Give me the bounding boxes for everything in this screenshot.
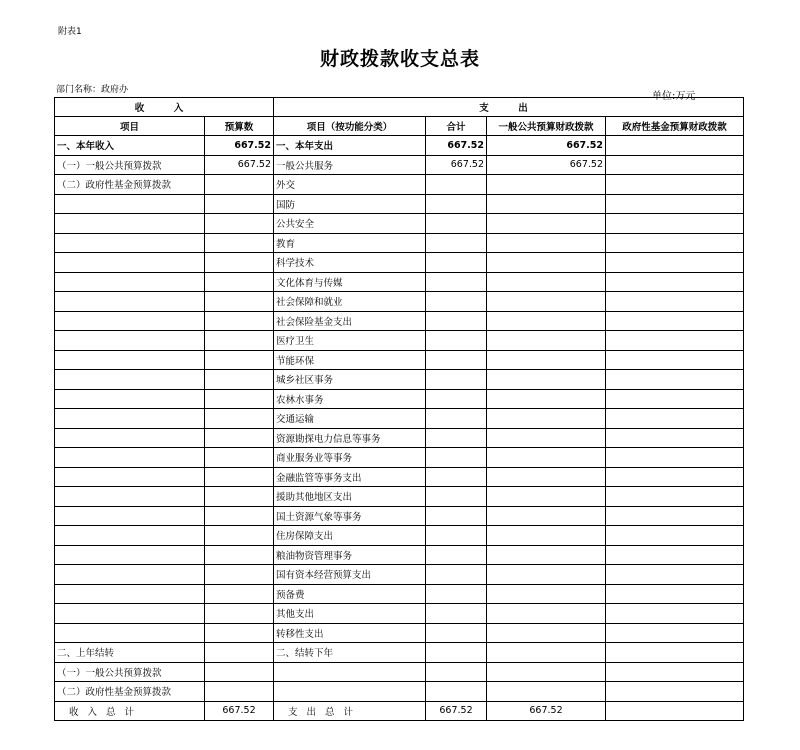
expense-item-cell: 国防 bbox=[274, 194, 426, 214]
table-row bbox=[55, 409, 744, 429]
income-budget-cell bbox=[205, 682, 274, 702]
expense-gov-fund-cell bbox=[606, 428, 744, 448]
expense-gov-fund-cell bbox=[606, 214, 744, 234]
expense-gov-fund-cell bbox=[606, 272, 744, 292]
table-row bbox=[55, 311, 744, 331]
income-budget-cell bbox=[205, 292, 274, 312]
expense-total-cell bbox=[426, 506, 487, 526]
income-budget-cell bbox=[205, 175, 274, 195]
income-item-cell bbox=[55, 350, 205, 370]
income-budget-cell bbox=[205, 233, 274, 253]
table-row bbox=[55, 428, 744, 448]
expense-general-cell bbox=[487, 545, 606, 565]
income-item-cell bbox=[55, 565, 205, 585]
income-budget-cell bbox=[205, 350, 274, 370]
expense-gov-fund-cell bbox=[606, 526, 744, 546]
expense-item-cell: 一般公共服务 bbox=[274, 155, 426, 175]
expense-total-cell bbox=[426, 175, 487, 195]
col-header-total: 合计 bbox=[426, 117, 487, 136]
income-item-cell bbox=[55, 526, 205, 546]
expense-gov-fund-cell bbox=[606, 545, 744, 565]
table-row bbox=[55, 662, 744, 682]
income-item-cell bbox=[55, 506, 205, 526]
unit-label: 单位:万元 bbox=[652, 91, 696, 102]
expense-total-cell bbox=[426, 526, 487, 546]
expense-general-cell: 667.52 bbox=[487, 155, 606, 175]
expense-total-cell bbox=[426, 233, 487, 253]
income-item-cell bbox=[55, 584, 205, 604]
expense-general-cell bbox=[487, 272, 606, 292]
income-budget-cell bbox=[205, 194, 274, 214]
expense-item-cell bbox=[274, 662, 426, 682]
expense-total-cell bbox=[426, 565, 487, 585]
income-item-cell: （二）政府性基金预算拨款 bbox=[55, 175, 205, 195]
col-header-func-item: 项目（按功能分类） bbox=[274, 117, 426, 136]
expense-gov-fund-cell bbox=[606, 175, 744, 195]
income-item-cell bbox=[55, 331, 205, 351]
income-item-cell bbox=[55, 370, 205, 390]
income-budget-cell bbox=[205, 214, 274, 234]
table-row bbox=[55, 565, 744, 585]
expense-gov-fund-cell bbox=[606, 253, 744, 273]
expense-total-cell bbox=[426, 428, 487, 448]
expense-item-cell: 国土资源气象等事务 bbox=[274, 506, 426, 526]
expense-gov-fund-total-value bbox=[606, 701, 744, 721]
income-budget-cell bbox=[205, 428, 274, 448]
income-budget-cell bbox=[205, 370, 274, 390]
table-row bbox=[55, 526, 744, 546]
table-row bbox=[55, 155, 744, 175]
expense-total-cell bbox=[426, 448, 487, 468]
income-budget-cell bbox=[205, 662, 274, 682]
income-item-cell bbox=[55, 545, 205, 565]
expense-general-cell bbox=[487, 662, 606, 682]
income-budget-cell bbox=[205, 409, 274, 429]
expense-general-cell bbox=[487, 604, 606, 624]
expense-total-cell bbox=[426, 662, 487, 682]
expense-general-total-value: 667.52 bbox=[487, 701, 606, 721]
expense-gov-fund-cell bbox=[606, 155, 744, 175]
income-item-cell: （一）一般公共预算拨款 bbox=[55, 155, 205, 175]
income-total-value: 667.52 bbox=[205, 701, 274, 721]
income-budget-cell bbox=[205, 545, 274, 565]
expense-gov-fund-cell bbox=[606, 643, 744, 663]
expense-item-cell: 外交 bbox=[274, 175, 426, 195]
income-item-cell: 一、本年收入 bbox=[55, 136, 205, 156]
expense-gov-fund-cell bbox=[606, 136, 744, 156]
income-budget-cell bbox=[205, 467, 274, 487]
income-item-cell bbox=[55, 214, 205, 234]
income-budget-cell bbox=[205, 565, 274, 585]
expense-gov-fund-cell bbox=[606, 487, 744, 507]
expense-header: 支 出 bbox=[274, 98, 744, 117]
expense-total-value: 667.52 bbox=[426, 701, 487, 721]
expense-general-cell bbox=[487, 487, 606, 507]
income-item-cell bbox=[55, 487, 205, 507]
table-row bbox=[55, 643, 744, 663]
expense-general-cell bbox=[487, 194, 606, 214]
income-item-cell bbox=[55, 272, 205, 292]
income-budget-cell bbox=[205, 487, 274, 507]
expense-gov-fund-cell bbox=[606, 584, 744, 604]
expense-item-cell: 公共安全 bbox=[274, 214, 426, 234]
expense-general-cell bbox=[487, 428, 606, 448]
expense-gov-fund-cell bbox=[606, 467, 744, 487]
expense-total-cell bbox=[426, 409, 487, 429]
income-item-cell bbox=[55, 292, 205, 312]
expense-general-cell bbox=[487, 467, 606, 487]
expense-general-cell bbox=[487, 331, 606, 351]
expense-item-cell: 农林水事务 bbox=[274, 389, 426, 409]
expense-general-cell bbox=[487, 233, 606, 253]
expense-total-cell bbox=[426, 467, 487, 487]
expense-gov-fund-cell bbox=[606, 331, 744, 351]
income-budget-cell bbox=[205, 526, 274, 546]
expense-gov-fund-cell bbox=[606, 604, 744, 624]
expense-total-cell: 667.52 bbox=[426, 155, 487, 175]
table-row bbox=[55, 389, 744, 409]
expense-gov-fund-cell bbox=[606, 448, 744, 468]
expense-total-cell bbox=[426, 643, 487, 663]
col-header-gov-fund: 政府性基金预算财政拨款 bbox=[606, 117, 744, 136]
expense-total-cell bbox=[426, 311, 487, 331]
expense-gov-fund-cell bbox=[606, 662, 744, 682]
expense-general-cell bbox=[487, 448, 606, 468]
expense-general-cell bbox=[487, 311, 606, 331]
expense-general-cell bbox=[487, 389, 606, 409]
income-item-cell bbox=[55, 389, 205, 409]
income-budget-cell bbox=[205, 643, 274, 663]
expense-total-cell bbox=[426, 253, 487, 273]
income-item-cell: 二、上年结转 bbox=[55, 643, 205, 663]
expense-item-cell: 资源勘探电力信息等事务 bbox=[274, 428, 426, 448]
table-row bbox=[55, 467, 744, 487]
income-item-cell bbox=[55, 311, 205, 331]
fiscal-summary-table bbox=[54, 97, 744, 721]
expense-general-cell bbox=[487, 409, 606, 429]
expense-total-cell bbox=[426, 272, 487, 292]
expense-item-cell: 商业服务业等事务 bbox=[274, 448, 426, 468]
expense-item-cell: 社会保险基金支出 bbox=[274, 311, 426, 331]
income-budget-cell bbox=[205, 448, 274, 468]
income-total-label: 收入总计 bbox=[55, 701, 205, 721]
expense-general-cell bbox=[487, 506, 606, 526]
attachment-label: 附表1 bbox=[58, 27, 82, 37]
income-item-cell bbox=[55, 409, 205, 429]
expense-total-cell bbox=[426, 604, 487, 624]
income-budget-cell: 667.52 bbox=[205, 155, 274, 175]
expense-item-cell: 城乡社区事务 bbox=[274, 370, 426, 390]
table-row bbox=[55, 350, 744, 370]
expense-item-cell: 社会保障和就业 bbox=[274, 292, 426, 312]
income-budget-cell bbox=[205, 584, 274, 604]
expense-general-cell bbox=[487, 175, 606, 195]
expense-item-cell bbox=[274, 682, 426, 702]
section-header-row bbox=[55, 98, 744, 117]
totals-row bbox=[55, 701, 744, 721]
expense-total-label: 支出总计 bbox=[274, 701, 426, 721]
expense-general-cell bbox=[487, 682, 606, 702]
table-row bbox=[55, 487, 744, 507]
expense-gov-fund-cell bbox=[606, 506, 744, 526]
income-budget-cell: 667.52 bbox=[205, 136, 274, 156]
expense-item-cell: 预备费 bbox=[274, 584, 426, 604]
expense-total-cell bbox=[426, 350, 487, 370]
income-budget-cell bbox=[205, 389, 274, 409]
expense-total-cell bbox=[426, 389, 487, 409]
expense-total-cell bbox=[426, 682, 487, 702]
expense-gov-fund-cell bbox=[606, 623, 744, 643]
table-row bbox=[55, 175, 744, 195]
expense-general-cell bbox=[487, 584, 606, 604]
income-item-cell: （一）一般公共预算拨款 bbox=[55, 662, 205, 682]
expense-item-cell: 转移性支出 bbox=[274, 623, 426, 643]
income-budget-cell bbox=[205, 272, 274, 292]
table-row bbox=[55, 370, 744, 390]
table-row bbox=[55, 292, 744, 312]
table-row bbox=[55, 448, 744, 468]
income-item-cell bbox=[55, 428, 205, 448]
table-row bbox=[55, 584, 744, 604]
expense-item-cell: 一、本年支出 bbox=[274, 136, 426, 156]
expense-gov-fund-cell bbox=[606, 194, 744, 214]
table-row bbox=[55, 623, 744, 643]
expense-general-cell bbox=[487, 623, 606, 643]
expense-total-cell bbox=[426, 194, 487, 214]
income-budget-cell bbox=[205, 506, 274, 526]
expense-item-cell: 金融监管等事务支出 bbox=[274, 467, 426, 487]
expense-general-cell bbox=[487, 350, 606, 370]
expense-gov-fund-cell bbox=[606, 370, 744, 390]
expense-general-cell bbox=[487, 214, 606, 234]
expense-gov-fund-cell bbox=[606, 233, 744, 253]
expense-item-cell: 科学技术 bbox=[274, 253, 426, 273]
income-budget-cell bbox=[205, 331, 274, 351]
expense-item-cell: 文化体育与传媒 bbox=[274, 272, 426, 292]
expense-total-cell bbox=[426, 214, 487, 234]
expense-item-cell: 粮油物资管理事务 bbox=[274, 545, 426, 565]
table-row bbox=[55, 604, 744, 624]
expense-gov-fund-cell bbox=[606, 565, 744, 585]
income-item-cell bbox=[55, 467, 205, 487]
income-item-cell bbox=[55, 448, 205, 468]
expense-gov-fund-cell bbox=[606, 311, 744, 331]
income-item-cell bbox=[55, 623, 205, 643]
expense-total-cell bbox=[426, 331, 487, 351]
income-item-cell bbox=[55, 233, 205, 253]
department-label: 部门名称：政府办 bbox=[56, 85, 129, 95]
table-row bbox=[55, 253, 744, 273]
table-row bbox=[55, 272, 744, 292]
expense-gov-fund-cell bbox=[606, 409, 744, 429]
page-title: 财政拨款收支总表 bbox=[319, 48, 480, 70]
expense-item-cell: 交通运输 bbox=[274, 409, 426, 429]
expense-gov-fund-cell bbox=[606, 389, 744, 409]
col-header-budget: 预算数 bbox=[205, 117, 274, 136]
expense-item-cell: 国有资本经营预算支出 bbox=[274, 565, 426, 585]
expense-item-cell: 二、结转下年 bbox=[274, 643, 426, 663]
expense-general-cell bbox=[487, 253, 606, 273]
expense-total-cell bbox=[426, 623, 487, 643]
col-header-general: 一般公共预算财政拨款 bbox=[487, 117, 606, 136]
expense-total-cell bbox=[426, 370, 487, 390]
income-item-cell: （二）政府性基金预算拨款 bbox=[55, 682, 205, 702]
income-item-cell bbox=[55, 194, 205, 214]
column-header-row bbox=[55, 117, 744, 136]
expense-item-cell: 其他支出 bbox=[274, 604, 426, 624]
income-item-cell bbox=[55, 253, 205, 273]
income-budget-cell bbox=[205, 311, 274, 331]
expense-item-cell: 援助其他地区支出 bbox=[274, 487, 426, 507]
expense-total-cell bbox=[426, 292, 487, 312]
table-row bbox=[55, 194, 744, 214]
expense-general-cell bbox=[487, 292, 606, 312]
income-item-cell bbox=[55, 604, 205, 624]
expense-total-cell bbox=[426, 584, 487, 604]
expense-item-cell: 节能环保 bbox=[274, 350, 426, 370]
expense-item-cell: 教育 bbox=[274, 233, 426, 253]
table-row bbox=[55, 506, 744, 526]
income-header: 收 入 bbox=[55, 98, 274, 117]
table-row bbox=[55, 331, 744, 351]
income-budget-cell bbox=[205, 253, 274, 273]
table-row bbox=[55, 682, 744, 702]
expense-gov-fund-cell bbox=[606, 350, 744, 370]
expense-general-cell bbox=[487, 565, 606, 585]
expense-gov-fund-cell bbox=[606, 682, 744, 702]
income-budget-cell bbox=[205, 623, 274, 643]
expense-general-cell bbox=[487, 370, 606, 390]
table-row bbox=[55, 545, 744, 565]
expense-total-cell bbox=[426, 487, 487, 507]
expense-item-cell: 医疗卫生 bbox=[274, 331, 426, 351]
table-row bbox=[55, 136, 744, 156]
expense-general-cell bbox=[487, 643, 606, 663]
expense-gov-fund-cell bbox=[606, 292, 744, 312]
expense-general-cell bbox=[487, 526, 606, 546]
expense-total-cell: 667.52 bbox=[426, 136, 487, 156]
income-budget-cell bbox=[205, 604, 274, 624]
table-row bbox=[55, 214, 744, 234]
table-row bbox=[55, 233, 744, 253]
expense-total-cell bbox=[426, 545, 487, 565]
col-header-item: 项目 bbox=[55, 117, 205, 136]
expense-item-cell: 住房保障支出 bbox=[274, 526, 426, 546]
expense-general-cell: 667.52 bbox=[487, 136, 606, 156]
